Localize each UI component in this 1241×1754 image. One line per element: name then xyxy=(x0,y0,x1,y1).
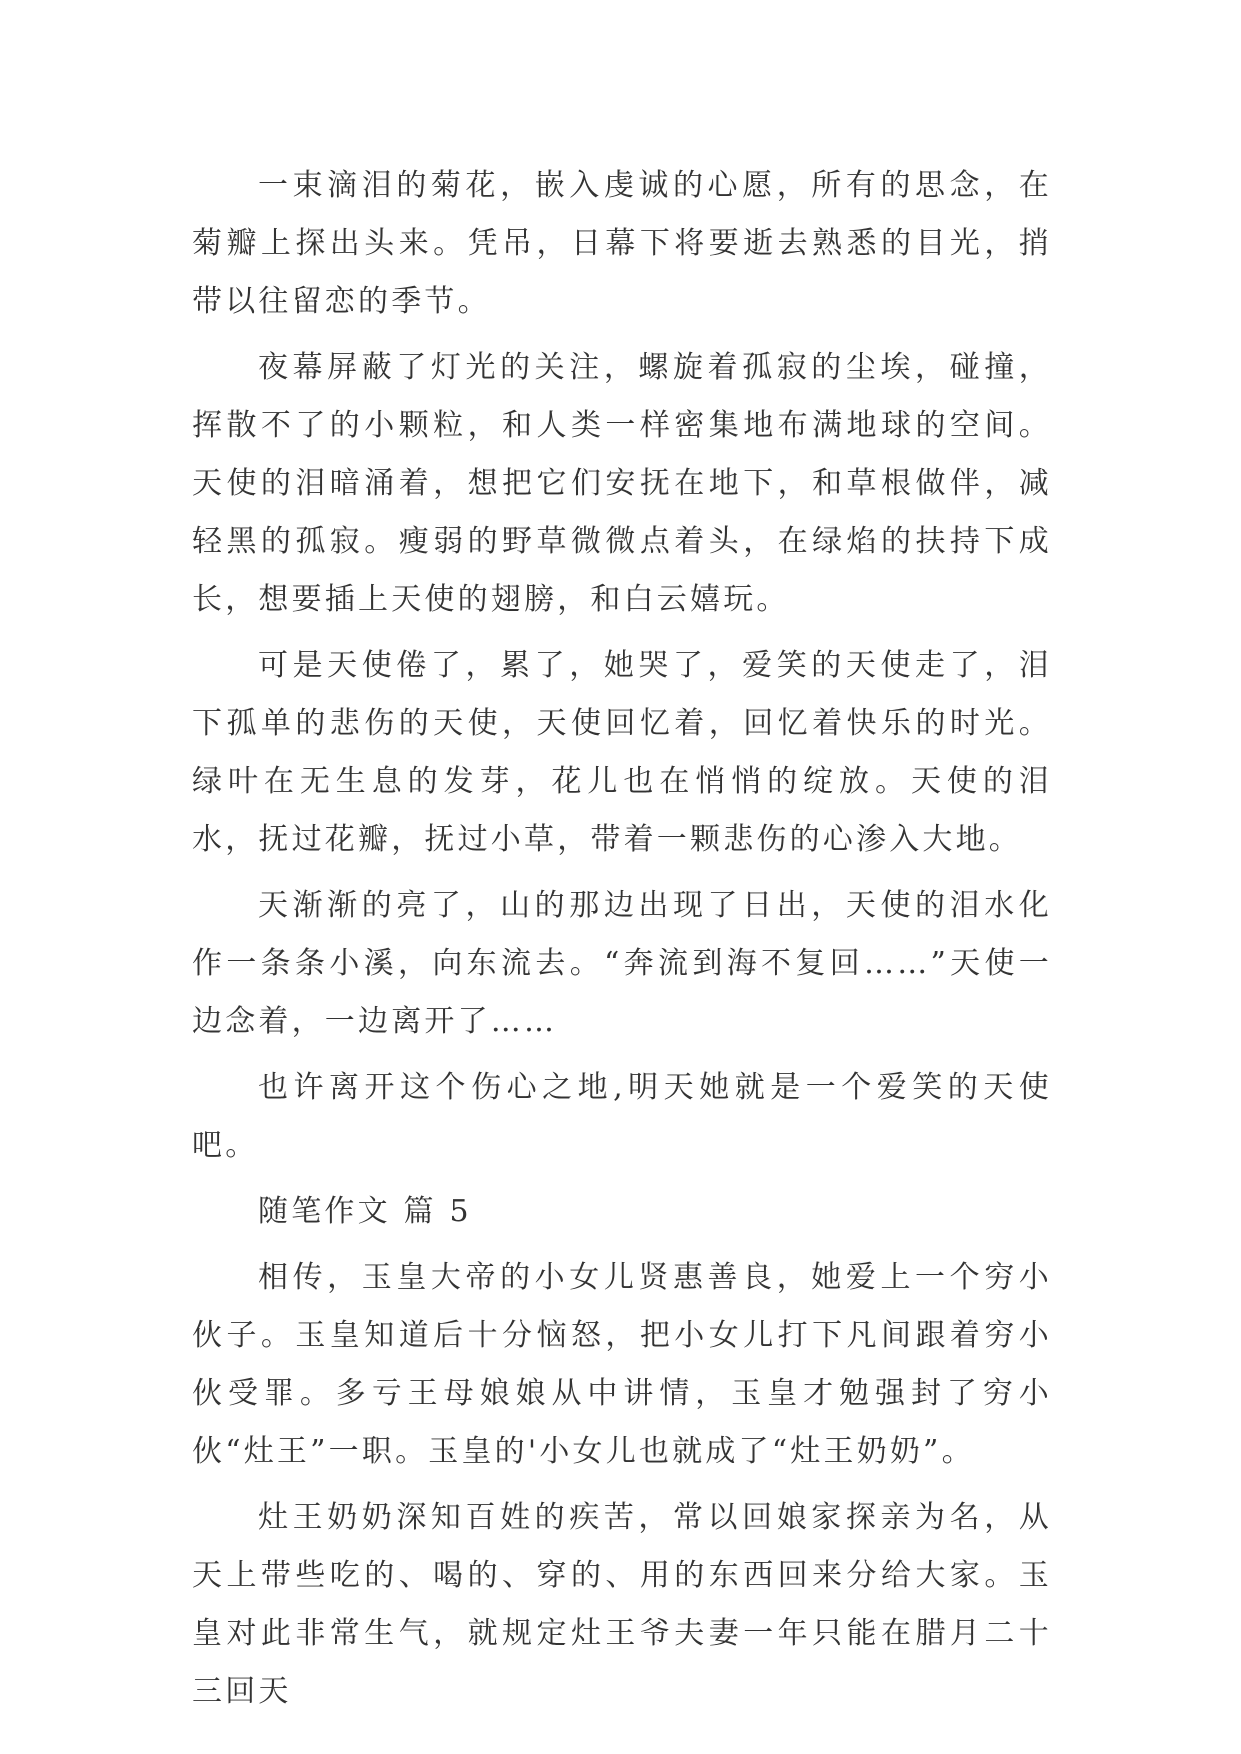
paragraph: 一束滴泪的菊花，嵌入虔诚的心愿，所有的思念，在菊瓣上探出头来。凭吊，日幕下将要逝去熟悉的目光，捎带以往留恋的季节。 xyxy=(192,168,1052,319)
paragraph: 也许离开这个伤心之地,明天她就是一个爱笑的天使吧。 xyxy=(192,1070,1052,1163)
section-heading: 随笔作文 篇 5 xyxy=(258,1194,472,1229)
paragraph: 夜幕屏蔽了灯光的关注，螺旋着孤寂的尘埃，碰撞，挥散不了的小颗粒，和人类一样密集地布满地球的空间。天使的泪暗涌着，想把它们安抚在地下，和草根做伴，减轻黑的孤寂。瘦弱的野草微微点着头，在绿焰的扶持下成长，想要插上天使的翅膀，和白云嬉玩。 xyxy=(192,350,1052,617)
paragraph: 天渐渐的亮了，山的那边出现了日出，天使的泪水化作一条条小溪，向东流去。“奔流到海不复回……”天使一边念着，一边离开了…… xyxy=(192,888,1052,1039)
paragraph: 可是天使倦了，累了，她哭了，爱笑的天使走了，泪下孤单的悲伤的天使，天使回忆着，回忆着快乐的时光。绿叶在无生息的发芽，花儿也在悄悄的绽放。天使的泪水，抚过花瓣，抚过小草，带着一颗悲伤的心渗入大地。 xyxy=(192,648,1052,857)
paragraph: 相传，玉皇大帝的小女儿贤惠善良，她爱上一个穷小伙子。玉皇知道后十分恼怒，把小女儿打下凡间跟着穷小伙受罪。多亏王母娘娘从中讲情，玉皇才勉强封了穷小伙“灶王”一职。玉皇的'小女儿也就成了“灶王奶奶”。 xyxy=(192,1260,1052,1469)
paragraph: 灶王奶奶深知百姓的疾苦，常以回娘家探亲为名，从天上带些吃的、喝的、穿的、用的东西回来分给大家。玉皇对此非常生气，就规定灶王爷夫妻一年只能在腊月二十三回天 xyxy=(192,1500,1052,1709)
document-body xyxy=(192,157,1052,1729)
